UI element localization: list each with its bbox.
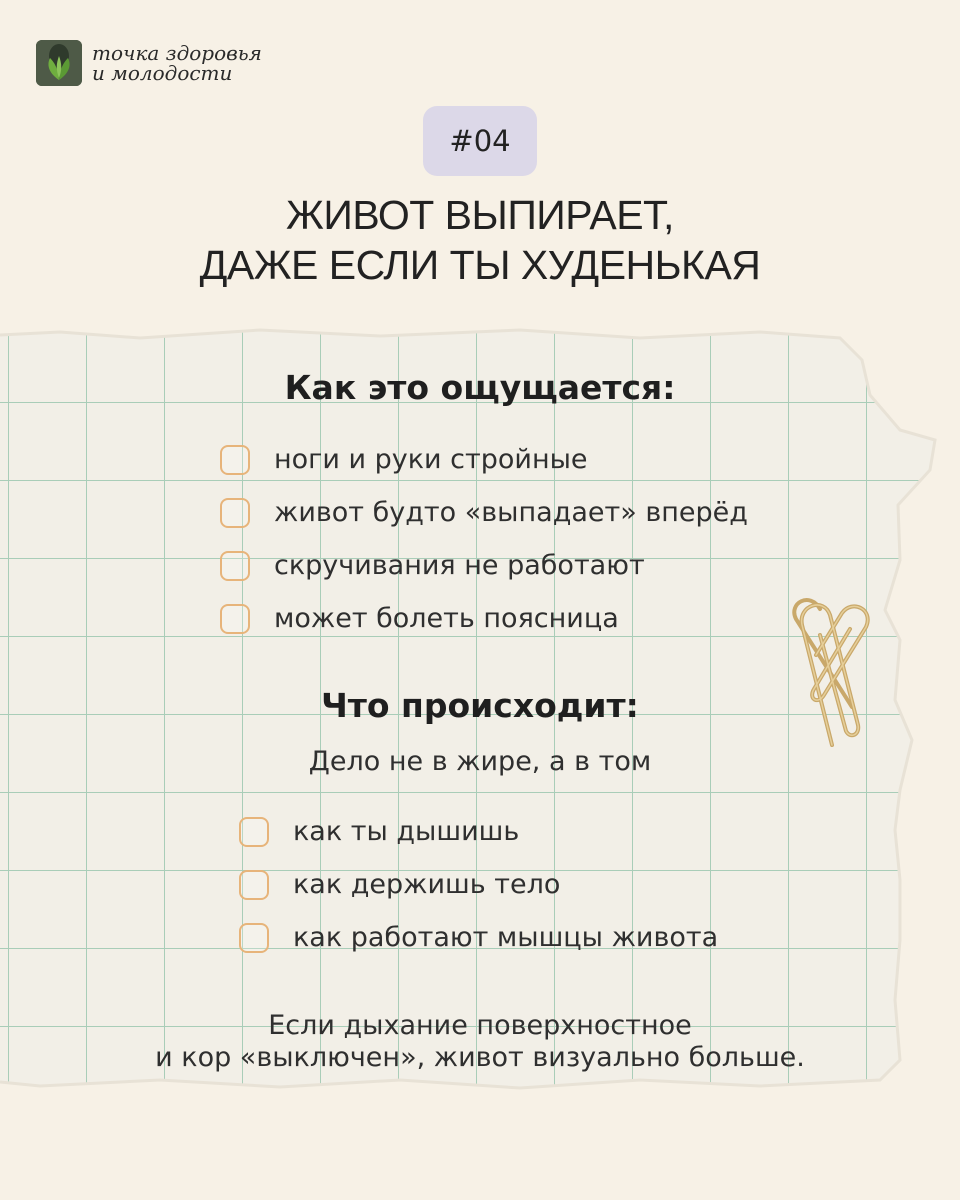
section-heading-feel: Как это ощущается: xyxy=(284,368,676,407)
title-line-2: ДАЖЕ ЕСЛИ ТЫ ХУДЕНЬКАЯ xyxy=(199,242,761,288)
checkbox-icon xyxy=(239,923,269,953)
brand-line-1: точка здоровья xyxy=(92,41,262,65)
happens-intro: Дело не в жире, а в том xyxy=(308,746,652,777)
paperclip-icon xyxy=(780,585,910,755)
list-item xyxy=(220,603,619,634)
brand xyxy=(36,40,262,86)
checkbox-icon xyxy=(220,551,250,581)
section-heading-happens: Что происходит: xyxy=(321,686,639,725)
list-item xyxy=(220,444,588,475)
list-item-label: живот будто «выпадает» вперёд xyxy=(274,497,748,528)
page-title xyxy=(0,190,960,290)
list-item-label: может болеть поясница xyxy=(274,603,619,634)
conclusion xyxy=(0,1010,960,1074)
checkbox-icon xyxy=(220,445,250,475)
list-item-label: как ты дышишь xyxy=(293,816,520,847)
list-item xyxy=(239,922,718,953)
checkbox-icon xyxy=(239,817,269,847)
list-item-label: как работают мышцы живота xyxy=(293,922,719,953)
list-item xyxy=(220,550,645,581)
brand-line-2: и молодости xyxy=(92,61,233,85)
checkbox-icon xyxy=(220,604,250,634)
list-item xyxy=(239,816,519,847)
list-item-label: ноги и руки стройные xyxy=(274,444,588,475)
plant-avatar xyxy=(36,40,82,86)
post-number-tag: #04 xyxy=(423,106,537,176)
conclusion-line-2: и кор «выключен», живот визуально больше. xyxy=(155,1042,805,1073)
checkbox-icon xyxy=(220,498,250,528)
list-item-label: как держишь тело xyxy=(293,869,561,900)
checkbox-icon xyxy=(239,870,269,900)
list-item xyxy=(220,497,748,528)
conclusion-line-1: Если дыхание поверхностное xyxy=(268,1010,692,1041)
list-item-label: скручивания не работают xyxy=(274,550,645,581)
list-item xyxy=(239,869,560,900)
title-line-1: ЖИВОТ ВЫПИРАЕТ, xyxy=(286,192,674,238)
